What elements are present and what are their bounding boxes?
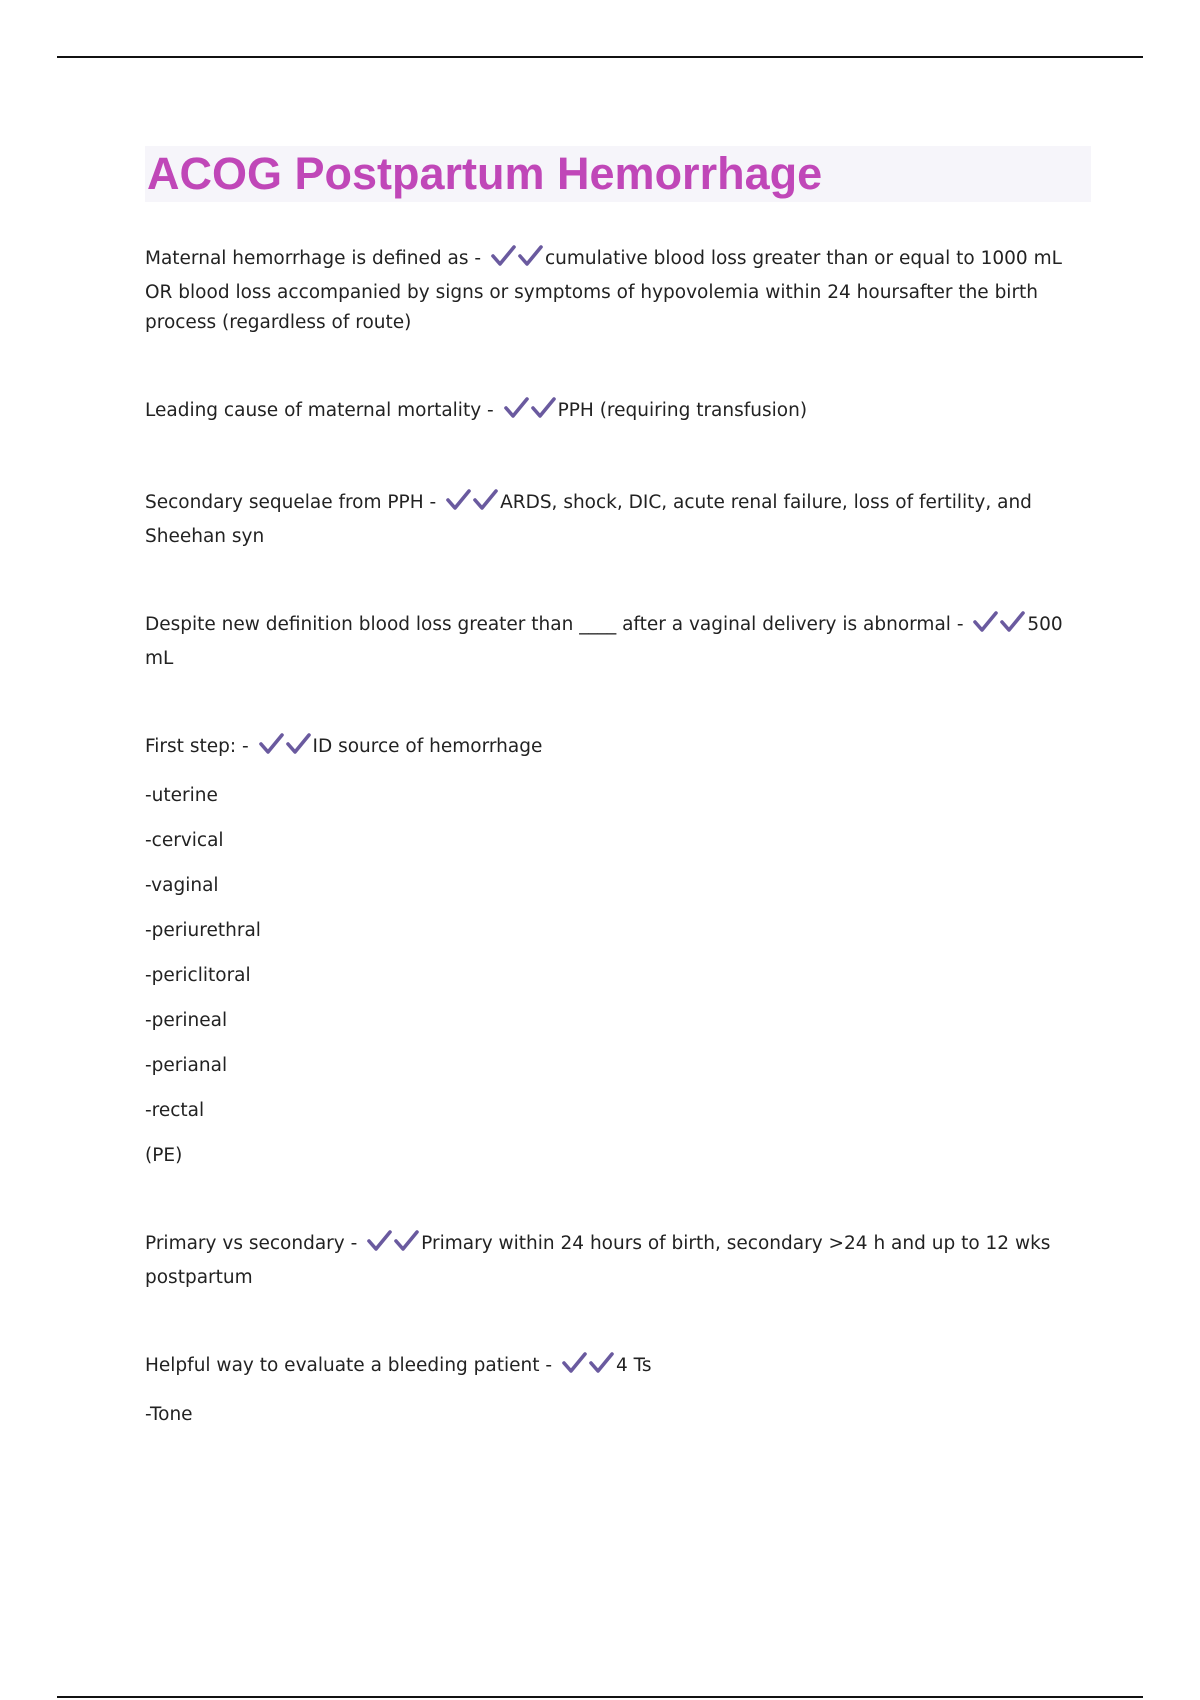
answer-detail-list: [145, 781, 1091, 1171]
check-icon: [972, 610, 999, 634]
separator-dash: -: [236, 736, 255, 757]
flashcard-line: [145, 488, 1091, 552]
flashcard-line: [145, 244, 1091, 338]
answer-detail-list: [145, 1400, 1091, 1430]
separator-dash: -: [539, 1355, 558, 1376]
check-icon: [258, 732, 285, 756]
flashcard-question: Leading cause of maternal mortality: [145, 400, 482, 421]
double-check-icon: [972, 610, 1026, 644]
flashcard-question: Primary vs secondary: [145, 1233, 345, 1254]
check-icon: [503, 396, 530, 420]
flashcard: [145, 396, 1091, 430]
flashcard-line: [145, 610, 1091, 674]
flashcard-answer: 4 Ts: [615, 1355, 652, 1376]
check-icon: [490, 244, 517, 268]
flashcard-line: [145, 732, 1091, 766]
flashcard-question: Despite new definition blood loss greater than ____ after a vaginal delivery is abnormal: [145, 614, 951, 635]
separator-dash: -: [481, 400, 500, 421]
answer-detail-item: -cervical: [145, 830, 224, 851]
double-check-icon: [561, 1351, 615, 1385]
check-icon: [445, 488, 472, 512]
flashcard-answer: PPH (requiring transfusion): [557, 400, 808, 421]
flashcard: [145, 1229, 1091, 1293]
double-check-icon: [366, 1229, 420, 1263]
bottom-rule: [57, 1696, 1143, 1698]
top-rule: [57, 56, 1143, 58]
separator-dash: -: [950, 614, 970, 635]
flashcard-question: First step:: [145, 736, 237, 757]
check-icon: [530, 396, 557, 420]
flashcard-question: Secondary sequelae from PPH: [145, 492, 424, 513]
flashcard: [145, 1351, 1091, 1430]
title-band: [145, 146, 1091, 202]
flashcard-line: [145, 396, 1091, 430]
flashcard-answer: Primary within 24 hours of birth, secondary >24 h and up to 12 wks postpartum: [145, 1233, 1051, 1288]
flashcard-line: [145, 1229, 1091, 1293]
check-icon: [561, 1351, 588, 1375]
double-check-icon: [258, 732, 312, 766]
flashcard-list: [145, 244, 1091, 1430]
check-icon: [999, 610, 1026, 634]
flashcard-answer: ID source of hemorrhage: [312, 736, 543, 757]
flashcard-answer: ARDS, shock, DIC, acute renal failure, loss of fertility, and Sheehan syn: [145, 492, 1032, 547]
separator-dash: -: [423, 492, 443, 513]
double-check-icon: [503, 396, 557, 430]
answer-detail-item: -rectal: [145, 1100, 205, 1121]
answer-detail-item: -uterine: [145, 785, 218, 806]
answer-detail-item: -Tone: [145, 1404, 193, 1425]
answer-detail-item: -perineal: [145, 1010, 228, 1031]
flashcard-answer: 500 mL: [145, 614, 1063, 669]
double-check-icon: [445, 488, 499, 522]
flashcard: [145, 610, 1091, 674]
document-body: [145, 146, 1091, 1430]
answer-detail-item: -perianal: [145, 1055, 228, 1076]
flashcard-question: Maternal hemorrhage is defined as: [145, 248, 469, 269]
document-title: ACOG Postpartum Hemorrhage: [147, 148, 823, 199]
flashcard-line: [145, 1351, 1091, 1385]
answer-detail-item: (PE): [145, 1145, 183, 1166]
check-icon: [517, 244, 544, 268]
answer-detail-item: -vaginal: [145, 875, 219, 896]
check-icon: [285, 732, 312, 756]
flashcard: [145, 244, 1091, 338]
flashcard: [145, 488, 1091, 552]
check-icon: [472, 488, 499, 512]
check-icon: [366, 1229, 393, 1253]
double-check-icon: [490, 244, 544, 278]
answer-detail-item: -periclitoral: [145, 965, 251, 986]
flashcard-question: Helpful way to evaluate a bleeding patient: [145, 1355, 540, 1376]
answer-detail-item: -periurethral: [145, 920, 261, 941]
separator-dash: -: [468, 248, 487, 269]
separator-dash: -: [344, 1233, 364, 1254]
check-icon: [588, 1351, 615, 1375]
flashcard: [145, 732, 1091, 1171]
flashcard-answer: cumulative blood loss greater than or equal to 1000 mL OR blood loss accompanied by signs or symptoms of hypovolemia within 24 hoursafter the birth process (regardless of route): [145, 248, 1062, 333]
check-icon: [393, 1229, 420, 1253]
